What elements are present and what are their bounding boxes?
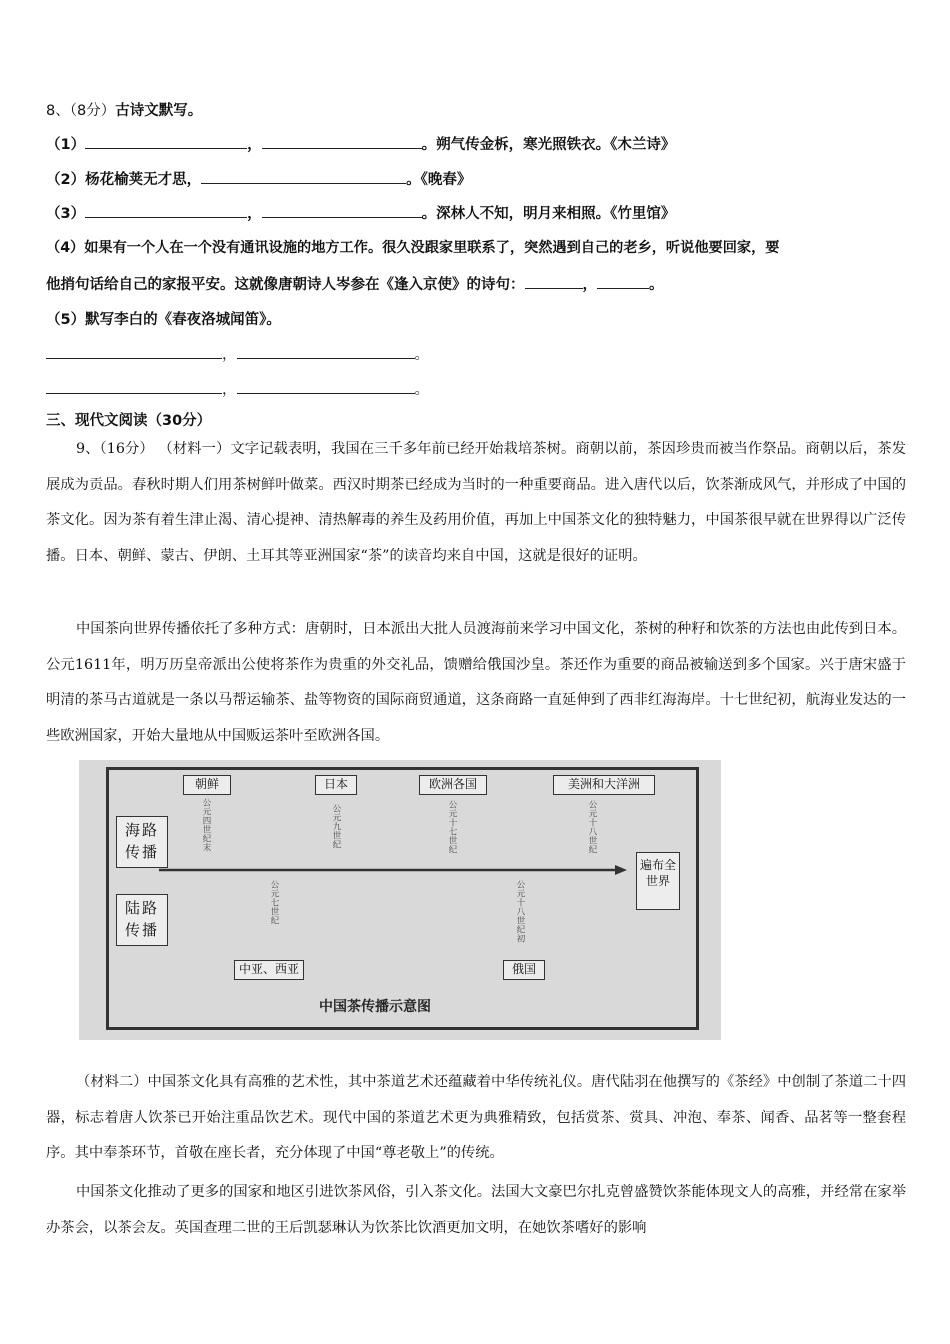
q8-item4-line2 (46, 274, 664, 295)
box-central-west-asia: 中亚、西亚 (234, 960, 304, 980)
sea-route-label: 海路传播 (116, 816, 168, 868)
answer-blank-2[interactable] (201, 169, 406, 184)
q8-item5-blanks-1 (46, 344, 429, 365)
answer-blank-3b[interactable] (262, 203, 422, 218)
land-route-label: 陆路传播 (116, 894, 168, 946)
answer-blank-4b[interactable] (597, 274, 649, 289)
answer-blank-1a[interactable] (85, 134, 247, 149)
answer-blank-1b[interactable] (262, 134, 422, 149)
q8-item5: （5）默写李白的《春夜洛城闻笛》。 (46, 312, 281, 328)
q8-item3-text: 。深林人不知，明月来相照。《竹里馆》 (421, 206, 676, 222)
q8-item2 (46, 169, 471, 190)
date-central-asia: 公元七世纪 (269, 880, 279, 925)
q8-item1-num: （1） (46, 137, 86, 153)
q8-item4-text: 他捎句话给自己的家报平安。这就像唐朝诗人岑参在《逢入京使》的诗句： (46, 277, 525, 293)
answer-blank-5c[interactable] (46, 379, 222, 394)
q8-item1-sep: ， (247, 137, 262, 153)
q9-paragraph-4: 中国茶文化推动了更多的国家和地区引进饮茶风俗，引入茶文化。法国大文豪巴尔扎克曾盛赞饮茶能体现文人的高雅，并经常在家举办茶会，以茶会友。英国查理二世的王后凯瑟琳认为饮茶比饮酒更加文明，在她饮茶嗜好的影响 (46, 1184, 906, 1236)
blank-sep: ， (222, 382, 237, 398)
tea-spread-diagram (79, 760, 721, 1040)
date-japan: 公元九世纪 (331, 804, 341, 849)
section3-title: 三、现代文阅读（30分） (46, 413, 212, 429)
q8-item3-num: （3） (46, 206, 86, 222)
blank-sep: ， (222, 347, 237, 363)
date-americas: 公元十八世纪 (587, 800, 597, 854)
q8-item5-blanks-2 (46, 379, 429, 400)
q8-header (46, 101, 202, 121)
box-russia: 俄国 (503, 960, 545, 980)
q9-paragraph-2: 中国茶向世界传播依托了多种方式：唐朝时，日本派出大批人员渡海前来学习中国文化，茶树的种籽和饮茶的方法也由此传到日本。公元1611年，明万历皇帝派出公使将茶作为贵重的外交礼品，馈赠给俄国沙皇。茶还作为重要的商品被输送到多个国家。兴于唐宋盛于明清的茶马古道就是一条以马帮运输茶、盐等物资的国际商贸通道，这条商路一直延伸到了西非红海海岸。十七世纪初，航海业发达的一些欧洲国家，开始大量地从中国贩运茶叶至欧洲各国。 (46, 621, 906, 744)
box-europe: 欧洲各国 (419, 775, 487, 795)
answer-blank-3a[interactable] (85, 203, 247, 218)
q8-item4-sep: ， (582, 277, 597, 293)
blank-end: 。 (414, 347, 429, 363)
q8-item1-text: 。朔气传金柝，寒光照铁衣。《木兰诗》 (421, 137, 676, 153)
q8-item3-sep: ， (247, 206, 262, 222)
date-russia: 公元十八世纪初 (515, 880, 525, 943)
diagram-title: 中国茶传播示意图 (319, 999, 431, 1015)
diagram-frame (106, 767, 699, 1030)
q8-title: 古诗文默写。 (115, 103, 203, 119)
q8-item4-line1: （4）如果有一个人在一个没有通讯设施的地方工作。很久没跟家里联系了，突然遇到自己的老乡，听说他要回家，要 (46, 240, 780, 256)
q9-paragraph-3: （材料二）中国茶文化具有高雅的艺术性，其中茶道艺术还蕴藏着中华传统礼仪。唐代陆羽在他撰写的《茶经》中创制了茶道二十四器，标志着唐人饮茶已开始注重品饮艺术。现代中国的茶道艺术更为典雅精致，包括赏茶、赏具、冲泡、奉茶、闻香、品茗等一整套程序。其中奉茶环节，首敬在座长者，充分体现了中国“尊老敬上”的传统。 (46, 1074, 906, 1161)
q8-item1 (46, 134, 675, 155)
q8-number: 8、（8分） (46, 103, 116, 119)
box-worldwide: 遍布全世界 (636, 852, 680, 910)
date-korea: 公元四世纪末 (201, 798, 211, 852)
date-europe: 公元十七世纪 (447, 800, 457, 854)
q8-item2-text: （2）杨花榆荚无才思， (46, 172, 202, 188)
answer-blank-5d[interactable] (237, 379, 415, 394)
q8-item2-end: 。《晚春》 (406, 172, 472, 188)
box-americas-oceania: 美洲和大洋洲 (553, 775, 655, 795)
spread-arrow (159, 864, 629, 876)
blank-end: 。 (414, 382, 429, 398)
answer-blank-5b[interactable] (237, 344, 415, 359)
answer-blank-5a[interactable] (46, 344, 222, 359)
q9-paragraph-1: 9、（16分） （材料一）文字记载表明，我国在三千多年前已经开始栽培茶树。商朝以前，茶因珍贵而被当作祭品。商朝以后，茶发展成为贡品。春秋时期人们用茶树鲜叶做菜。西汉时期茶已经成为当时的一种重要商品。进入唐代以后，饮茶渐成风气，并形成了中国的茶文化。因为茶有着生津止渴、清心提神、清热解毒的养生及药用价值，再加上中国茶文化的独特魅力，中国茶很早就在世界得以广泛传播。日本、朝鲜、蒙古、伊朗、土耳其等亚洲国家“茶”的读音均来自中国，这就是很好的证明。 (46, 441, 906, 564)
box-japan: 日本 (315, 775, 357, 795)
q8-item3 (46, 203, 675, 224)
box-korea: 朝鲜 (183, 775, 231, 795)
q8-item4-end: 。 (649, 277, 664, 293)
answer-blank-4a[interactable] (525, 274, 583, 289)
